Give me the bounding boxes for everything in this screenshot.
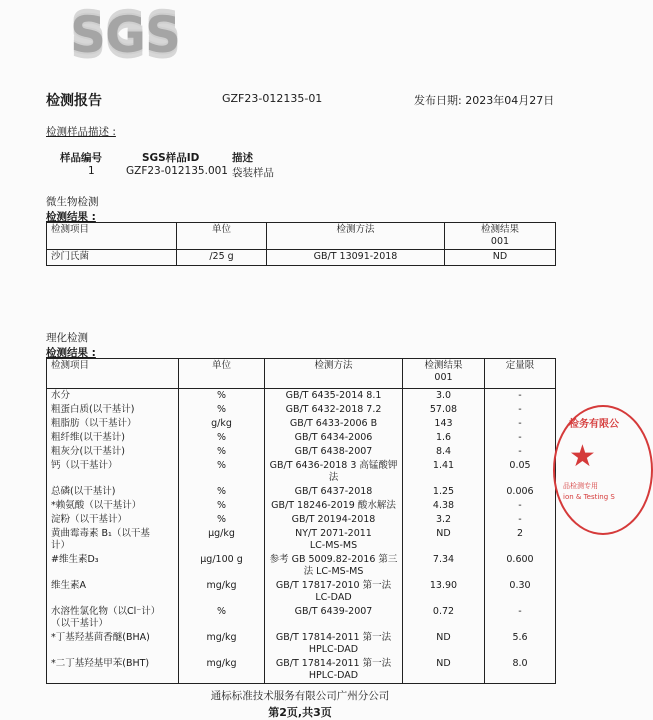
chem-item-cell	[47, 459, 179, 485]
chem-result: 3.2	[403, 513, 485, 527]
micro-results-label: 检测结果 :	[46, 211, 96, 223]
chem-item: 总磷(以干基计)	[51, 486, 116, 497]
chem-unit: μg/kg	[179, 527, 265, 553]
micro-header-row	[47, 223, 556, 250]
chem-title: 理化检测	[46, 332, 88, 344]
chem-method: GB/T 17817-2010 第一法	[275, 580, 392, 591]
chem-result: 7.34	[403, 553, 485, 579]
chem-unit: mg/kg	[179, 657, 265, 684]
chem-method-cell	[265, 513, 403, 527]
chem-method: GB/T 6434-2006	[294, 432, 373, 443]
sample-header-no: 样品编号	[60, 152, 102, 164]
chem-limit: 5.6	[485, 631, 556, 657]
table-row	[47, 485, 556, 499]
chem-item: 粗蛋白质(以干基计)	[51, 404, 135, 415]
chem-result: ND	[403, 631, 485, 657]
star-icon: ★	[569, 439, 596, 474]
table-row	[47, 657, 556, 684]
chem-unit: %	[179, 389, 265, 404]
micro-col-unit: 单位	[177, 223, 267, 250]
micro-unit: /25 g	[177, 250, 267, 266]
table-row	[47, 631, 556, 657]
chem-unit: %	[179, 485, 265, 499]
table-row	[47, 513, 556, 527]
chem-method-cont: HPLC-DAD	[308, 644, 359, 655]
company-seal	[553, 405, 653, 535]
chem-item-cell	[47, 579, 179, 605]
micro-col-sample: 001	[490, 236, 510, 247]
sample-desc: 袋装样品	[232, 167, 274, 179]
chem-method-cell	[265, 389, 403, 404]
micro-col-result-label: 检测结果	[480, 224, 519, 235]
chem-item: *二丁基羟基甲苯(BHT)	[51, 658, 150, 669]
chem-method: GB/T 6436-2018 3 高锰酸钾	[269, 460, 398, 471]
chem-item-cell	[47, 553, 179, 579]
sample-header-desc: 描述	[232, 152, 253, 164]
chem-unit: %	[179, 605, 265, 631]
chem-table	[46, 358, 556, 684]
chem-item: 钙（以干基计）	[51, 460, 118, 471]
chem-method-cont: LC-MS-MS	[309, 540, 358, 551]
chem-unit: %	[179, 459, 265, 485]
table-row	[47, 445, 556, 459]
chem-method: NY/T 2071-2011	[295, 528, 372, 539]
table-row	[47, 389, 556, 404]
micro-item: 沙门氏菌	[47, 250, 177, 266]
chem-limit: -	[485, 389, 556, 404]
chem-method-cell	[265, 403, 403, 417]
chem-col-limit: 定量限	[485, 359, 556, 389]
table-row	[47, 403, 556, 417]
chem-col-sample: 001	[434, 372, 453, 383]
table-row	[47, 605, 556, 631]
chem-method-cell	[265, 579, 403, 605]
chem-item-cell	[47, 403, 179, 417]
chem-item: 淀粉（以干基计）	[51, 514, 128, 525]
chem-method: GB/T 18246-2019 酸水解法	[271, 500, 396, 511]
chem-unit: mg/kg	[179, 579, 265, 605]
sample-no: 1	[88, 165, 95, 177]
chem-result: 0.72	[403, 605, 485, 631]
chem-header-row	[47, 359, 556, 389]
seal-text-middle: 品检测专用	[563, 482, 598, 490]
chem-item: 维生素A	[51, 580, 86, 591]
seal-text-bottom: ion & Testing S	[563, 493, 615, 501]
chem-limit: -	[485, 499, 556, 513]
chem-method: GB/T 6432-2018 7.2	[285, 404, 382, 415]
chem-col-result	[403, 359, 485, 389]
chem-result: 1.6	[403, 431, 485, 445]
table-row	[47, 417, 556, 431]
chem-method-cell	[265, 631, 403, 657]
issue-date: 发布日期: 2023年04月27日	[414, 94, 555, 107]
chem-method-cell	[265, 431, 403, 445]
chem-unit: %	[179, 445, 265, 459]
chem-item-cell	[47, 389, 179, 404]
table-row	[47, 459, 556, 485]
chem-result: 1.41	[403, 459, 485, 485]
chem-unit: μg/100 g	[179, 553, 265, 579]
chem-limit: -	[485, 513, 556, 527]
chem-limit: 0.006	[485, 485, 556, 499]
chem-item-cell	[47, 605, 179, 631]
chem-unit: %	[179, 403, 265, 417]
micro-title: 微生物检测	[46, 196, 99, 208]
chem-limit: 0.30	[485, 579, 556, 605]
chem-method: GB/T 6439-2007	[294, 606, 373, 617]
table-row	[47, 579, 556, 605]
chem-limit: -	[485, 417, 556, 431]
chem-results-label: 检测结果 :	[46, 347, 96, 359]
chem-unit: %	[179, 499, 265, 513]
chem-method-cont: LC-DAD	[315, 592, 352, 603]
micro-col-result	[445, 223, 556, 250]
chem-method-cell	[265, 417, 403, 431]
chem-method-cell	[265, 527, 403, 553]
micro-col-method: 检测方法	[267, 223, 445, 250]
chem-unit: %	[179, 431, 265, 445]
chem-unit: mg/kg	[179, 631, 265, 657]
chem-method-cell	[265, 657, 403, 684]
chem-method: GB/T 6433-2006 B	[289, 418, 378, 429]
micro-result: ND	[445, 250, 556, 266]
chem-result: 13.90	[403, 579, 485, 605]
chem-method: GB/T 20194-2018	[291, 514, 376, 525]
chem-result: 143	[403, 417, 485, 431]
chem-item-cell	[47, 417, 179, 431]
report-number: GZF23-012135-01	[222, 92, 323, 105]
chem-method-cont: 法 LC-MS-MS	[303, 566, 364, 577]
chem-item: 粗灰分(以干基计)	[51, 446, 125, 457]
chem-limit: -	[485, 403, 556, 417]
chem-method-cont: 法	[328, 472, 339, 483]
chem-result: ND	[403, 527, 485, 553]
table-row	[47, 499, 556, 513]
table-row	[47, 431, 556, 445]
chem-method-cont: HPLC-DAD	[308, 670, 359, 681]
chem-limit: -	[485, 605, 556, 631]
chem-method-cell	[265, 605, 403, 631]
footer-company: 通标标准技术服务有限公司广州分公司	[210, 690, 390, 702]
chem-item-cell	[47, 499, 179, 513]
table-row	[47, 527, 556, 553]
chem-method: 参考 GB 5009.82-2016 第三	[269, 554, 398, 565]
chem-method: GB/T 17814-2011 第一法	[275, 658, 392, 669]
micro-method: GB/T 13091-2018	[267, 250, 445, 266]
sample-header-id: SGS样品ID	[142, 152, 200, 164]
chem-method-cell	[265, 445, 403, 459]
chem-item: *赖氨酸（以干基计）	[51, 500, 142, 511]
chem-item: *丁基羟基茴香醚(BHA)	[51, 632, 150, 643]
sample-description-heading: 检测样品描述 :	[46, 126, 116, 138]
chem-unit: g/kg	[179, 417, 265, 431]
footer-page: 第2页,共3页	[268, 706, 332, 719]
chem-limit: 0.600	[485, 553, 556, 579]
logo-text: SGS	[70, 6, 181, 64]
chem-item: 黄曲霉毒素 B₁（以干基	[51, 528, 150, 539]
chem-col-result-label: 检测结果	[424, 360, 463, 371]
chem-method-cell	[265, 499, 403, 513]
chem-method-cell	[265, 553, 403, 579]
chem-item: #维生素D₃	[51, 554, 99, 565]
chem-limit: -	[485, 431, 556, 445]
report-title: 检测报告	[46, 93, 102, 109]
chem-result: 3.0	[403, 389, 485, 404]
chem-item-cell	[47, 445, 179, 459]
chem-item-cell	[47, 513, 179, 527]
chem-limit: -	[485, 445, 556, 459]
chem-item-cell	[47, 431, 179, 445]
chem-item: 粗脂肪（以干基计）	[51, 418, 137, 429]
chem-item-cell	[47, 657, 179, 684]
chem-method: GB/T 6435-2014 8.1	[285, 390, 382, 401]
chem-method-cell	[265, 459, 403, 485]
micro-table	[46, 222, 556, 266]
chem-item: 水溶性氯化物（以Cl⁻计）	[51, 606, 161, 617]
chem-limit: 2	[485, 527, 556, 553]
chem-method: GB/T 17814-2011 第一法	[275, 632, 392, 643]
table-row	[47, 250, 556, 266]
sgs-logo	[70, 6, 181, 64]
chem-item-cell	[47, 631, 179, 657]
chem-result: 4.38	[403, 499, 485, 513]
chem-result: 8.4	[403, 445, 485, 459]
micro-col-item: 检测项目	[47, 223, 177, 250]
chem-col-item: 检测项目	[47, 359, 179, 389]
sample-id: GZF23-012135.001	[126, 165, 228, 177]
chem-method-cell	[265, 485, 403, 499]
chem-limit: 8.0	[485, 657, 556, 684]
chem-item: 水分	[51, 390, 71, 401]
table-row	[47, 553, 556, 579]
chem-item-cont: （以干基计）	[51, 618, 109, 629]
chem-item-cont: 计）	[51, 540, 71, 551]
chem-result: ND	[403, 657, 485, 684]
chem-item-cell	[47, 527, 179, 553]
chem-item-cell	[47, 485, 179, 499]
seal-text-top: 检务有限公	[569, 419, 619, 430]
chem-method: GB/T 6437-2018	[294, 486, 373, 497]
chem-col-method: 检测方法	[265, 359, 403, 389]
chem-item: 粗纤维(以干基计)	[51, 432, 125, 443]
chem-unit: %	[179, 513, 265, 527]
chem-col-unit: 单位	[179, 359, 265, 389]
chem-limit: 0.05	[485, 459, 556, 485]
chem-result: 1.25	[403, 485, 485, 499]
chem-method: GB/T 6438-2007	[294, 446, 373, 457]
chem-result: 57.08	[403, 403, 485, 417]
